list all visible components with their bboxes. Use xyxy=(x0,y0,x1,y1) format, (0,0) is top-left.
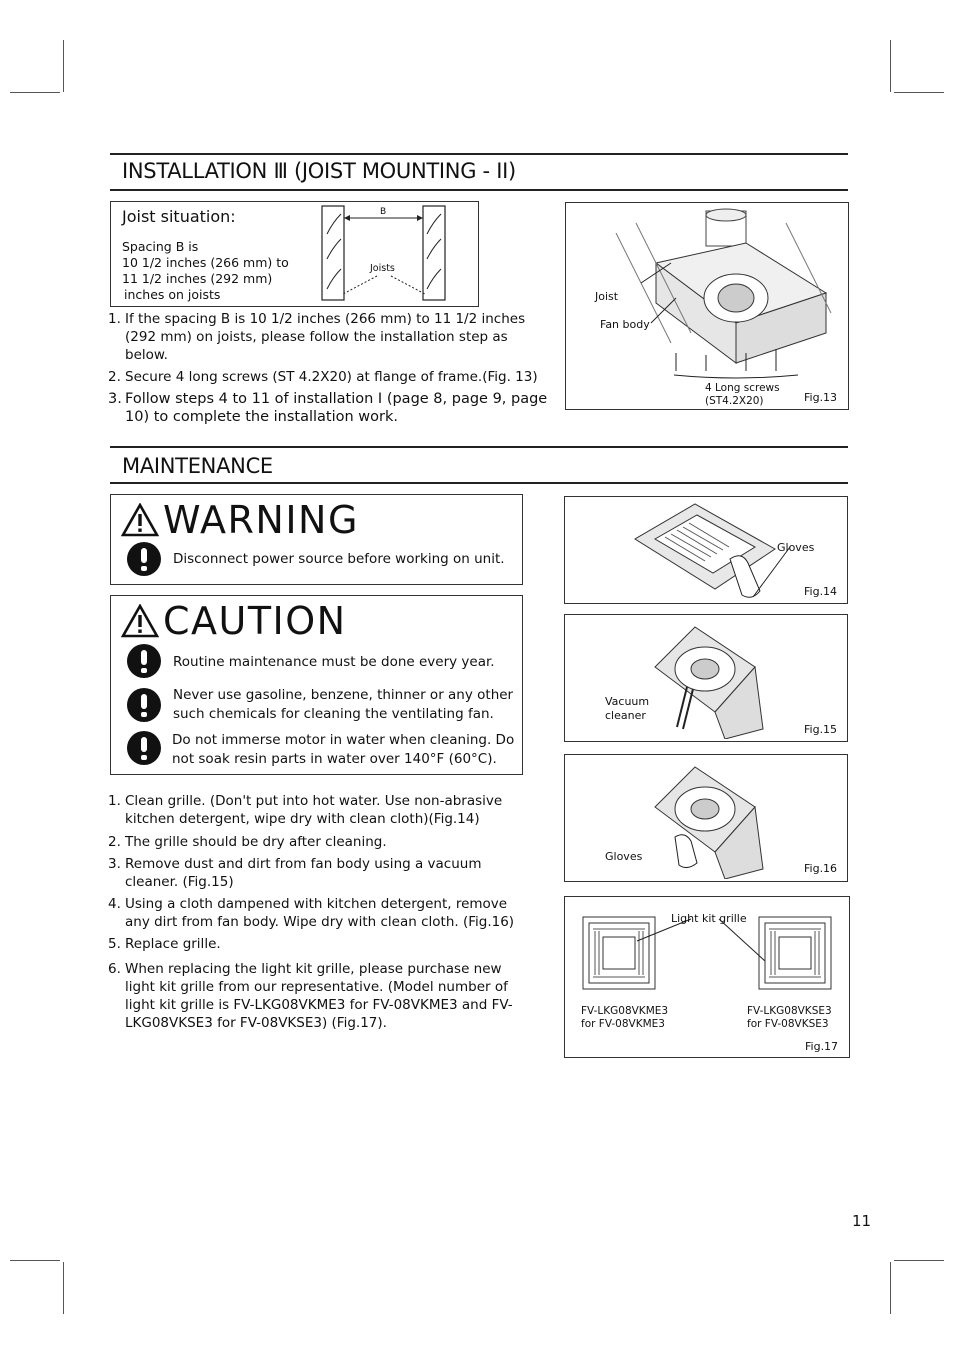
list-item xyxy=(108,895,528,931)
step-num: 3. xyxy=(108,391,122,407)
label-model-left-for: for FV-08VKME3 xyxy=(581,1018,665,1030)
vacuum-illustration xyxy=(635,617,775,739)
step-text: Follow steps 4 to 11 of installation I (page 8, page 9, page 10) to complete the installation work. xyxy=(125,391,548,425)
crop-mark xyxy=(63,1262,64,1314)
crop-mark xyxy=(894,92,944,93)
label-screw-size: (ST4.2X20) xyxy=(705,395,764,407)
fig-caption: Fig.13 xyxy=(804,391,838,404)
section-rule xyxy=(110,189,848,191)
list-item xyxy=(108,390,548,426)
step-text: If the spacing B is 10 1/2 inches (266 mm) to 11 1/2 inches (292 mm) on joists, please follow the installation step as below. xyxy=(125,311,526,363)
figure-17 xyxy=(564,896,850,1058)
list-item xyxy=(108,855,528,891)
step-text: Clean grille. (Don't put into hot water. Use non-abrasive kitchen detergent, wipe dry with clean cloth)(Fig.14) xyxy=(125,793,503,827)
step-num: 2. xyxy=(108,369,121,385)
section-rule xyxy=(110,446,848,448)
crop-mark xyxy=(10,1260,60,1261)
cloth-wipe-illustration xyxy=(635,757,775,879)
joist-line: inches on joists xyxy=(124,287,221,302)
fig-caption: Fig.15 xyxy=(804,723,838,736)
installation-steps xyxy=(108,310,548,430)
exclamation-icon xyxy=(127,542,161,576)
fan-install-illustration xyxy=(596,203,836,383)
caution-triangle-icon xyxy=(121,604,159,638)
step-num: 3. xyxy=(108,856,121,872)
warning-triangle-icon xyxy=(121,503,159,537)
caution-box xyxy=(110,595,523,775)
step-text: The grille should be dry after cleaning. xyxy=(125,834,387,850)
section-rule xyxy=(110,482,848,484)
page-number: 11 xyxy=(852,1212,872,1230)
warning-box xyxy=(110,494,523,585)
fig-caption: Fig.17 xyxy=(805,1040,839,1053)
warning-heading-text: WARNING xyxy=(163,498,359,542)
label-model-right: FV-LKG08VKSE3 xyxy=(747,1005,832,1017)
caution-heading-text: CAUTION xyxy=(163,599,347,643)
joist-line: Spacing B is xyxy=(122,239,199,254)
label-joist: Joist xyxy=(595,290,619,303)
installation-title: INSTALLATION Ⅲ (JOIST MOUNTING - II) xyxy=(122,159,516,183)
step-num: 1. xyxy=(108,793,121,809)
label-gloves: Gloves xyxy=(777,541,815,554)
list-item xyxy=(108,833,528,851)
step-num: 4. xyxy=(108,896,121,912)
joist-line: 10 1/2 inches (266 mm) to xyxy=(122,255,289,270)
section-rule xyxy=(110,153,848,155)
joist-situation-box xyxy=(110,201,479,307)
fig-caption: Fig.16 xyxy=(804,862,838,875)
exclamation-icon xyxy=(127,644,161,678)
caution-item: Do not immerse motor in water when cleaning. Do not soak resin parts in water over 140°F (60°C). xyxy=(172,732,515,767)
label-vacuum: Vacuum xyxy=(605,695,650,708)
list-item xyxy=(108,960,528,1032)
list-item xyxy=(108,935,528,953)
list-item xyxy=(108,792,528,828)
label-screws: 4 Long screws xyxy=(705,382,780,394)
step-num: 6. xyxy=(108,961,121,977)
step-text: When replacing the light kit grille, please purchase new light kit grille from our representative. (Model number of light kit grille is FV-LKG08VKME3 for FV-08VKME3 and FV-LKG08VKSE3 for FV-08VKSE3) (Fig.17). xyxy=(125,961,513,1031)
label-joists: Joists xyxy=(370,263,395,274)
maintenance-title: MAINTENANCE xyxy=(122,454,273,478)
label-model-left: FV-LKG08VKME3 xyxy=(581,1005,669,1017)
joist-heading: Joist situation: xyxy=(122,207,236,226)
caution-heading xyxy=(121,599,347,643)
crop-mark xyxy=(894,1260,944,1261)
step-text: Using a cloth dampened with kitchen detergent, remove any dirt from fan body. Wipe dry with clean cloth. (Fig.16) xyxy=(125,896,515,930)
maintenance-steps xyxy=(108,792,528,1036)
exclamation-icon xyxy=(127,688,161,722)
label-fan-body: Fan body xyxy=(600,318,650,331)
label-b: B xyxy=(380,207,387,217)
label-light-kit-grille: Light kit grille xyxy=(671,912,747,925)
figure-14 xyxy=(564,496,848,604)
crop-mark xyxy=(10,92,60,93)
step-num: 2. xyxy=(108,834,121,850)
crop-mark xyxy=(63,40,64,92)
label-gloves: Gloves xyxy=(605,850,643,863)
crop-mark xyxy=(890,1262,891,1314)
list-item xyxy=(108,310,548,364)
joist-diagram xyxy=(319,204,451,304)
figure-16 xyxy=(564,754,848,882)
step-text: Replace grille. xyxy=(125,936,221,952)
warning-item: Disconnect power source before working on unit. xyxy=(173,551,505,567)
step-num: 5. xyxy=(108,936,121,952)
label-model-right-for: for FV-08VKSE3 xyxy=(747,1018,829,1030)
caution-item: Routine maintenance must be done every year. xyxy=(173,654,495,670)
step-num: 1. xyxy=(108,311,121,327)
figure-13 xyxy=(565,202,849,410)
exclamation-icon xyxy=(127,731,161,765)
step-text: Remove dust and dirt from fan body using a vacuum cleaner. (Fig.15) xyxy=(125,856,482,890)
joist-line: 11 1/2 inches (292 mm) xyxy=(122,271,273,286)
list-item xyxy=(108,368,548,386)
figure-15 xyxy=(564,614,848,742)
fig-caption: Fig.14 xyxy=(804,585,838,598)
caution-item: Never use gasoline, benzene, thinner or any other such chemicals for cleaning the ventilating fan. xyxy=(173,687,514,722)
crop-mark xyxy=(890,40,891,92)
warning-heading xyxy=(121,498,359,542)
label-cleaner: cleaner xyxy=(605,709,646,722)
step-text: Secure 4 long screws (ST 4.2X20) at flange of frame.(Fig. 13) xyxy=(125,369,538,385)
